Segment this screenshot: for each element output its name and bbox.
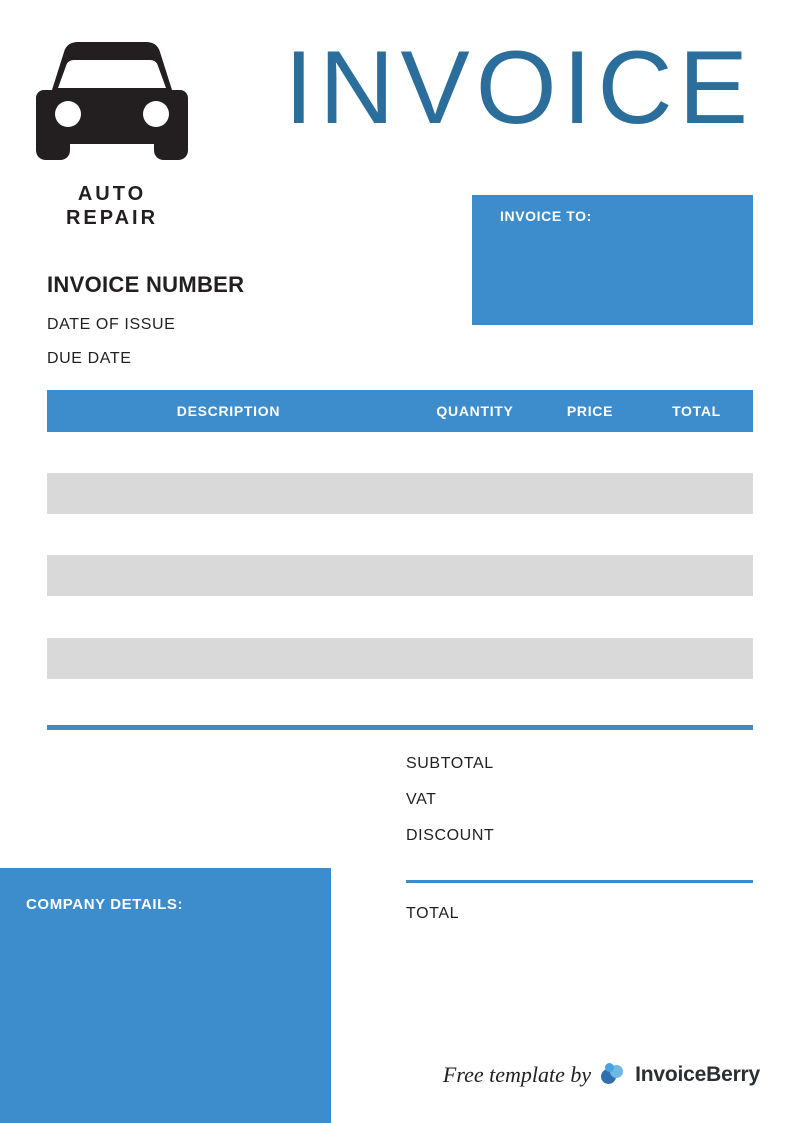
company-details-box[interactable] (0, 868, 331, 1123)
discount-label: DISCOUNT (406, 827, 495, 844)
footer-text: Free template by (442, 1062, 592, 1087)
totals-section (406, 752, 753, 923)
logo-line-2: REPAIR (65, 207, 159, 229)
invoice-to-label: INVOICE TO: (500, 208, 592, 224)
column-header-quantity: QUANTITY (436, 403, 514, 419)
footer-brand: InvoiceBerry (635, 1063, 760, 1086)
logo (34, 38, 190, 230)
logo-line-1: AUTO (77, 183, 147, 205)
invoiceberry-logo-icon (601, 1063, 625, 1087)
table-header (47, 390, 753, 432)
date-of-issue-label: DATE OF ISSUE (47, 316, 176, 333)
company-details-label: COMPANY DETAILS: (26, 896, 184, 913)
vat-label: VAT (406, 791, 437, 808)
column-header-price: PRICE (566, 403, 614, 419)
table-row[interactable] (47, 473, 753, 514)
due-date-label: DUE DATE (47, 350, 132, 367)
table-row[interactable] (47, 638, 753, 679)
table-bottom-rule (47, 725, 753, 730)
grand-total-label: TOTAL (406, 905, 460, 922)
car-icon (34, 38, 190, 170)
subtotal-label: SUBTOTAL (406, 755, 494, 772)
invoice-to-box[interactable] (472, 195, 753, 325)
page-title: INVOICE (284, 30, 754, 146)
table-row[interactable] (47, 555, 753, 596)
column-header-total: TOTAL (672, 403, 721, 419)
footer (443, 1062, 760, 1088)
logo-text (34, 182, 190, 230)
invoice-number-label: INVOICE NUMBER (47, 272, 245, 297)
totals-divider (406, 880, 753, 883)
column-header-description: DESCRIPTION (176, 403, 281, 419)
